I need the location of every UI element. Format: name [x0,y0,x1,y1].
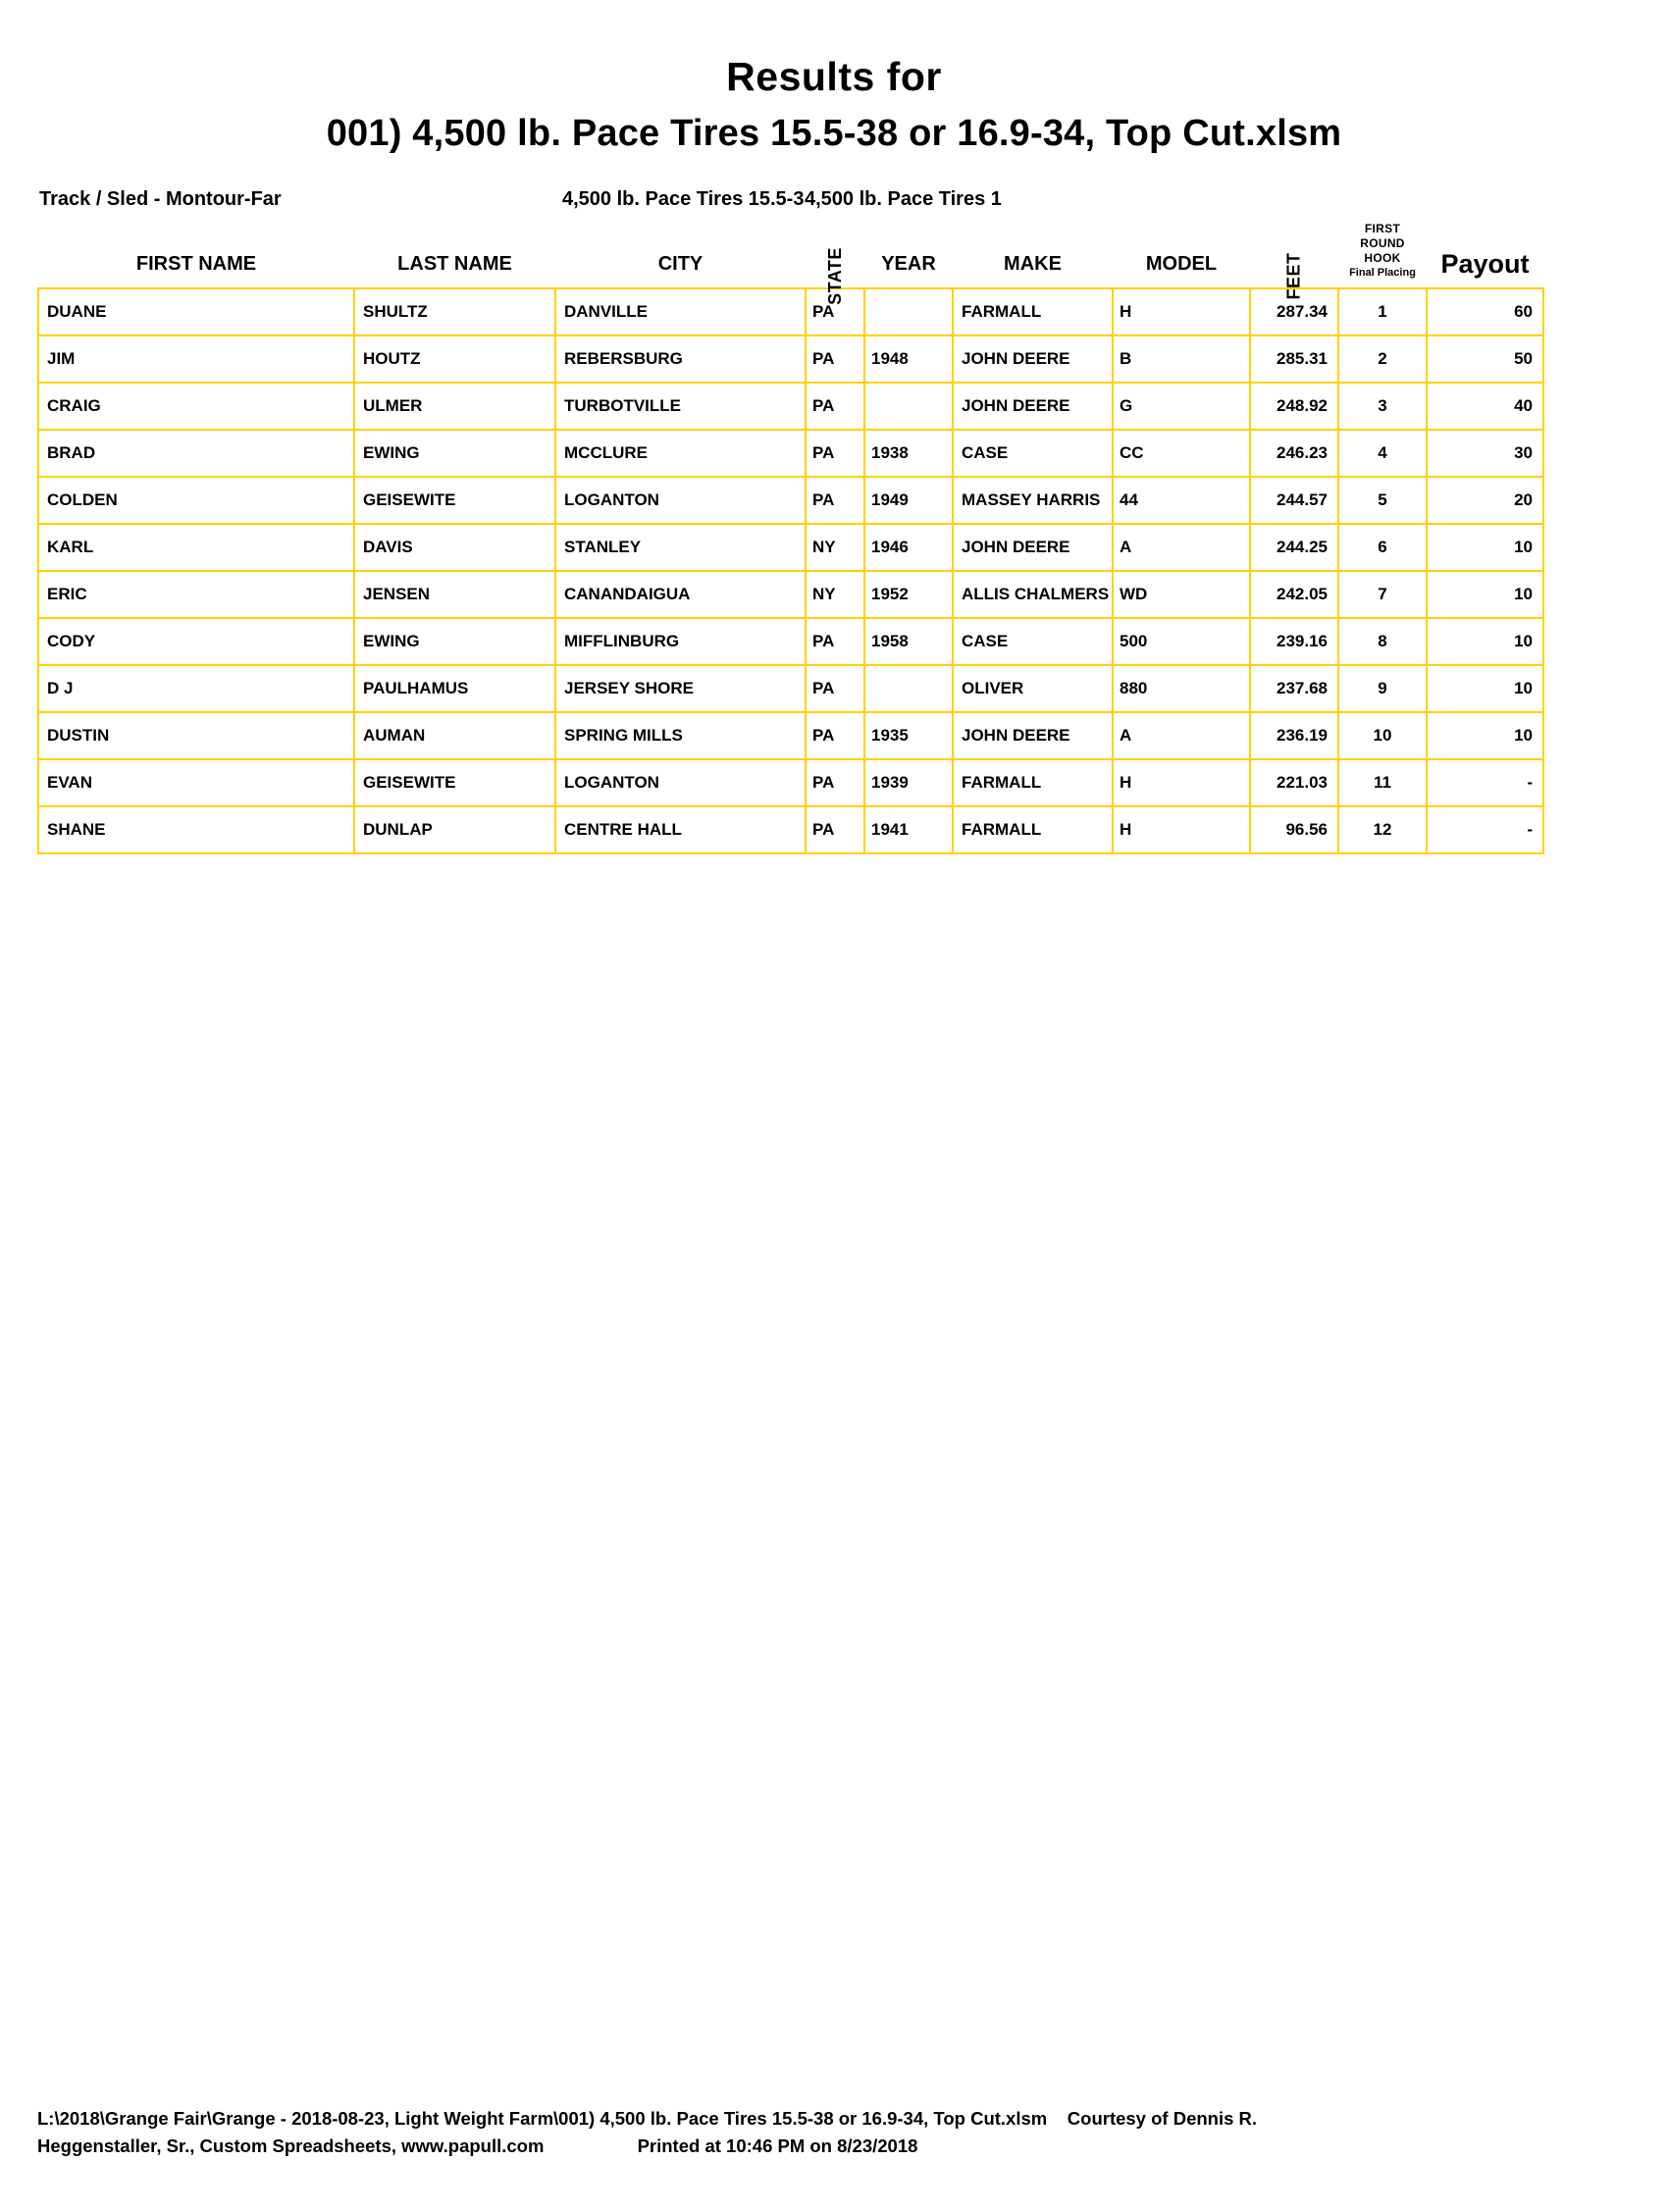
column-header-feet-label: FEET [1283,252,1304,300]
cell-first_name: COLDEN [38,477,354,524]
page-title-block [0,54,1668,157]
footer-printed-timestamp: Printed at 10:46 PM on 8/23/2018 [637,2135,918,2157]
table-row [38,618,1543,665]
cell-year: 1958 [864,618,953,665]
cell-model: H [1113,288,1250,335]
column-header-last-name: LAST NAME [397,253,512,276]
cell-feet: 248.92 [1250,383,1338,430]
cell-first_name: ERIC [38,571,354,618]
cell-model: 500 [1113,618,1250,665]
cell-first_name: SHANE [38,806,354,853]
cell-feet: 237.68 [1250,665,1338,712]
table-body [38,288,1543,853]
cell-year: 1935 [864,712,953,759]
cell-year: 1949 [864,477,953,524]
cell-last_name: DUNLAP [354,806,555,853]
cell-payout: 20 [1427,477,1543,524]
column-header-state-label: STATE [824,247,845,305]
cell-city: LOGANTON [555,759,806,806]
cell-model: B [1113,335,1250,383]
class-label-left: 4,500 lb. Pace Tires 15.5-3 [562,187,805,210]
cell-city: JERSEY SHORE [555,665,806,712]
cell-last_name: GEISEWITE [354,759,555,806]
cell-last_name: HOUTZ [354,335,555,383]
cell-model: H [1113,759,1250,806]
cell-payout: - [1427,806,1543,853]
cell-placing: 3 [1338,383,1427,430]
table-row [38,477,1543,524]
cell-city: STANLEY [555,524,806,571]
column-header-feet [1250,222,1338,300]
cell-make: FARMALL [953,759,1113,806]
cell-placing: 4 [1338,430,1427,477]
cell-state: PA [806,759,864,806]
cell-feet: 246.23 [1250,430,1338,477]
cell-make: JOHN DEERE [953,383,1113,430]
column-header-state [806,222,864,305]
cell-placing: 2 [1338,335,1427,383]
cell-placing: 11 [1338,759,1427,806]
cell-last_name: EWING [354,618,555,665]
cell-city: REBERSBURG [555,335,806,383]
cell-model: G [1113,383,1250,430]
cell-first_name: D J [38,665,354,712]
cell-make: JOHN DEERE [953,335,1113,383]
cell-placing: 10 [1338,712,1427,759]
subheader-row [0,188,1668,214]
cell-payout: 10 [1427,712,1543,759]
cell-last_name: JENSEN [354,571,555,618]
cell-feet: 242.05 [1250,571,1338,618]
cell-year [864,665,953,712]
cell-payout: 30 [1427,430,1543,477]
cell-city: DANVILLE [555,288,806,335]
cell-model: 44 [1113,477,1250,524]
cell-first_name: DUANE [38,288,354,335]
table-row [38,288,1543,335]
cell-feet: 96.56 [1250,806,1338,853]
cell-last_name: GEISEWITE [354,477,555,524]
footer-courtesy: Courtesy of Dennis R. [1067,2107,1258,2129]
column-header-first-name: FIRST NAME [135,253,257,276]
cell-make: JOHN DEERE [953,712,1113,759]
cell-model: A [1113,524,1250,571]
table-row [38,806,1543,853]
cell-model: WD [1113,571,1250,618]
cell-placing: 1 [1338,288,1427,335]
cell-state: PA [806,383,864,430]
results-table-container [0,222,1668,854]
column-header-placing-line2: HOOK [1364,250,1401,265]
cell-state: PA [806,335,864,383]
table-header [38,221,1543,305]
cell-make: CASE [953,618,1113,665]
column-header-placing-line1: FIRST ROUND [1360,221,1405,250]
cell-payout: 10 [1427,665,1543,712]
cell-feet: 221.03 [1250,759,1338,806]
cell-city: CANANDAIGUA [555,571,806,618]
cell-first_name: DUSTIN [38,712,354,759]
page-subtitle-filename: 001) 4,500 lb. Pace Tires 15.5-38 or 16.9-34, Top Cut.xlsm [326,113,1342,155]
cell-year: 1939 [864,759,953,806]
cell-state: PA [806,430,864,477]
table-row [38,759,1543,806]
class-label-right: 4,500 lb. Pace Tires 1 [805,187,1002,210]
cell-placing: 12 [1338,806,1427,853]
cell-placing: 8 [1338,618,1427,665]
table-row [38,524,1543,571]
cell-payout: 60 [1427,288,1543,335]
cell-state: PA [806,806,864,853]
column-header-placing-line3: Final Placing [1349,266,1416,279]
cell-state: PA [806,477,864,524]
column-header-payout: Payout [1440,249,1530,280]
cell-state: PA [806,712,864,759]
cell-make: MASSEY HARRIS [953,477,1113,524]
cell-placing: 5 [1338,477,1427,524]
cell-payout: 10 [1427,571,1543,618]
cell-model: H [1113,806,1250,853]
cell-payout: 10 [1427,618,1543,665]
cell-payout: 40 [1427,383,1543,430]
cell-last_name: AUMAN [354,712,555,759]
cell-make: JOHN DEERE [953,524,1113,571]
cell-state: PA [806,288,864,335]
column-header-model: MODEL [1145,253,1218,276]
cell-year [864,383,953,430]
table-row [38,335,1543,383]
page-footer [37,2105,1631,2161]
cell-last_name: EWING [354,430,555,477]
cell-first_name: BRAD [38,430,354,477]
cell-first_name: CODY [38,618,354,665]
cell-first_name: JIM [38,335,354,383]
cell-model: A [1113,712,1250,759]
cell-make: OLIVER [953,665,1113,712]
cell-first_name: KARL [38,524,354,571]
table-header-row [38,222,1543,288]
results-page [0,54,1668,2212]
cell-year: 1948 [864,335,953,383]
cell-payout: 10 [1427,524,1543,571]
cell-year: 1938 [864,430,953,477]
cell-payout: - [1427,759,1543,806]
cell-state: PA [806,618,864,665]
footer-credit: Heggenstaller, Sr., Custom Spreadsheets, www.papull.com [37,2135,545,2157]
cell-city: CENTRE HALL [555,806,806,853]
cell-feet: 287.34 [1250,288,1338,335]
cell-last_name: PAULHAMUS [354,665,555,712]
track-sled-label: Track / Sled - Montour-Far [39,187,282,210]
cell-state: PA [806,665,864,712]
cell-placing: 9 [1338,665,1427,712]
column-header-city: CITY [657,253,704,276]
table-row [38,571,1543,618]
cell-state: NY [806,524,864,571]
table-row [38,712,1543,759]
page-title: Results for [726,54,942,99]
cell-feet: 239.16 [1250,618,1338,665]
footer-path: L:\2018\Grange Fair\Grange - 2018-08-23, Light Weight Farm\001) 4,500 lb. Pace Tires 15.5-38 or 16.9-34, Top Cut.xlsm [37,2107,1048,2129]
cell-placing: 6 [1338,524,1427,571]
cell-feet: 244.25 [1250,524,1338,571]
cell-city: MCCLURE [555,430,806,477]
cell-model: 880 [1113,665,1250,712]
cell-model: CC [1113,430,1250,477]
cell-make: CASE [953,430,1113,477]
cell-year: 1952 [864,571,953,618]
cell-city: MIFFLINBURG [555,618,806,665]
cell-city: SPRING MILLS [555,712,806,759]
cell-make: FARMALL [953,806,1113,853]
cell-make: FARMALL [953,288,1113,335]
cell-year: 1941 [864,806,953,853]
cell-feet: 285.31 [1250,335,1338,383]
cell-year [864,288,953,335]
cell-city: TURBOTVILLE [555,383,806,430]
cell-placing: 7 [1338,571,1427,618]
column-header-placing [1338,222,1427,288]
cell-last_name: DAVIS [354,524,555,571]
column-header-make: MAKE [1004,253,1062,276]
results-table [37,222,1544,854]
cell-year: 1946 [864,524,953,571]
cell-make: ALLIS CHALMERS [953,571,1113,618]
cell-feet: 244.57 [1250,477,1338,524]
cell-state: NY [806,571,864,618]
cell-last_name: SHULTZ [354,288,555,335]
table-row [38,383,1543,430]
cell-first_name: CRAIG [38,383,354,430]
cell-feet: 236.19 [1250,712,1338,759]
cell-last_name: ULMER [354,383,555,430]
table-row [38,665,1543,712]
cell-payout: 50 [1427,335,1543,383]
column-header-year: YEAR [881,253,936,276]
cell-first_name: EVAN [38,759,354,806]
cell-city: LOGANTON [555,477,806,524]
table-row [38,430,1543,477]
